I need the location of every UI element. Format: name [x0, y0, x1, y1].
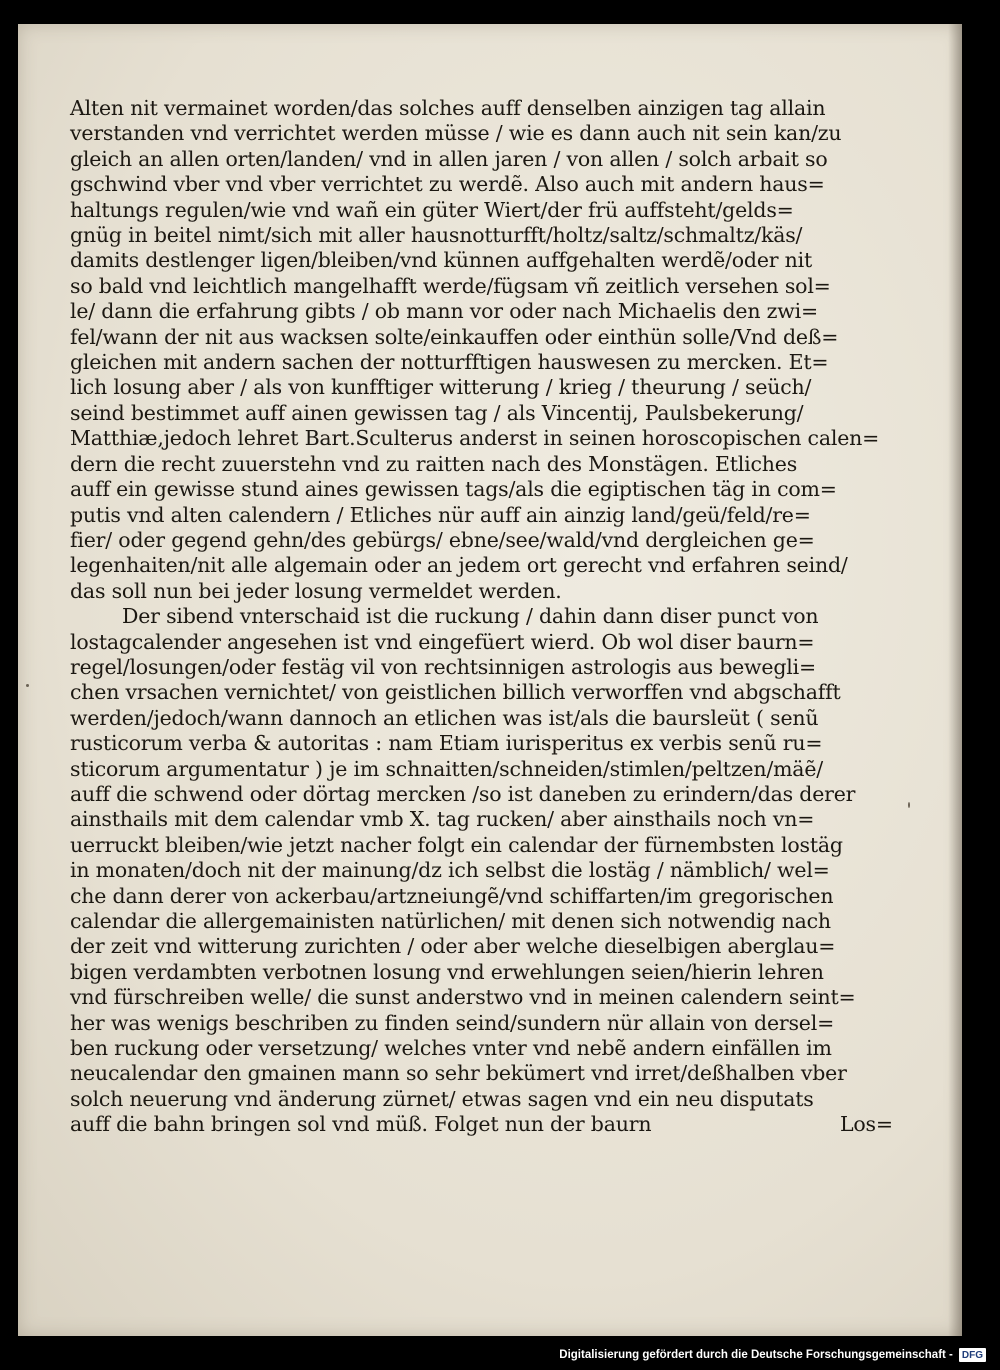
text-line: bigen verdambten verbotnen losung vnd erwehlungen seien/hierin lehren — [70, 959, 824, 984]
book-page — [18, 24, 962, 1336]
text-line: fier/ oder gegend gehn/des gebürgs/ ebne/see/wald/vnd dergleichen ge= — [70, 527, 815, 552]
text-line: so bald vnd leichtlich mangelhafft werde/fügsam vñ zeitlich versehen sol= — [70, 273, 831, 298]
text-line: her was wenigs beschriben zu finden seind/sundern nür allain von dersel= — [70, 1010, 835, 1035]
text-line: werden/jedoch/wann dannoch an etlichen was ist/als die baursleüt ( senũ — [70, 705, 819, 730]
text-line: Alten nit vermainet worden/das solches auff denselben ainzigen tag allain — [70, 96, 826, 120]
text-line: ben ruckung oder versetzung/ welches vnter vnd nebẽ andern einfällen im — [70, 1036, 832, 1061]
text-line: auff ein gewisse stund aines gewissen tags/als die egiptischen täg in com= — [70, 477, 837, 502]
dfg-logo: DFG — [959, 1348, 986, 1362]
text-line: gnüg in beitel nimt/sich mit aller hausnotturfft/holtz/saltz/schmaltz/käs/ — [70, 223, 803, 248]
paragraph-start-line: Der sibend vnterschaid ist die ruckung / dahin dann diser punct von — [122, 604, 819, 629]
text-line: fel/wann der nit aus wacksen solte/einkauffen oder einthün solle/Vnd deß= — [70, 324, 839, 349]
text-line: neucalendar den gmainen mann so sehr bekümert vnd irret/deßhalben vber — [70, 1061, 847, 1086]
text-line: verstanden vnd verrichtet werden müsse / wie es dann auch nit sein kan/zu — [70, 121, 842, 146]
catchword: Los= — [840, 1112, 893, 1137]
body-text — [70, 96, 940, 1138]
text-line: haltungs regulen/wie vnd wañ ein güter Wiert/der frü auffsteht/gelds= — [70, 197, 794, 222]
text-line: solch neuerung vnd änderung zürnet/ etwas sagen vnd ein neu disputats — [70, 1086, 814, 1111]
text-line: le/ dann die erfahrung gibts / ob mann vor oder nach Michaelis den zwi= — [70, 299, 818, 324]
text-line: lich losung aber / als von kunfftiger witterung / krieg / theurung / seüch/ — [70, 375, 812, 400]
text-line: che dann derer von ackerbau/artzneiungẽ/vnd schiffarten/im gregorischen — [70, 883, 834, 908]
text-line: seind bestimmet auff ainen gewissen tag / als Vincentij, Paulsbekerung/ — [70, 400, 804, 425]
text-line: calendar die allergemainisten natürlichen/ mit denen sich notwendig nach — [70, 909, 831, 933]
text-line: der zeit vnd witterung zurichten / oder aber welche dieselbigen aberglau= — [70, 934, 836, 959]
text-line: gleich an allen orten/landen/ vnd in allen jaren / von allen / solch arbait so — [70, 146, 828, 171]
text-line: damits destlenger ligen/bleiben/vnd künnen auffgehalten werdẽ/oder nit — [70, 248, 813, 273]
page-edge-shadow — [948, 24, 962, 1336]
text-line: rusticorum verba & autoritas : nam Etiam iurisperitus ex verbis senũ ru= — [70, 731, 823, 756]
text-line: putis vnd alten calendern / Etliches nür auff ain ainzig land/geü/feld/re= — [70, 502, 811, 527]
text-line: auff die schwend oder dörtag mercken /so ist daneben zu erindern/das derer — [70, 781, 856, 806]
last-line-text: auff die bahn bringen sol vnd müß. Folget nun der baurn — [70, 1112, 652, 1137]
text-line: vnd fürschreiben welle/ die sunst anderstwo vnd in meinen calendern seint= — [70, 985, 856, 1010]
text-line: regel/losungen/oder festäg vil von rechtsinnigen astrologis aus bewegli= — [70, 654, 816, 679]
text-line: Matthiæ,jedoch lehret Bart.Sculterus anderst in seinen horoscopischen calen= — [70, 426, 880, 451]
digitization-credit — [559, 1346, 986, 1364]
text-line: sticorum argumentatur ) je im schnaitten/schneiden/stimlen/peltzen/mäẽ/ — [70, 756, 823, 781]
text-line: lostagcalender angesehen ist vnd eingefüert wierd. Ob wol diser baurn= — [70, 629, 815, 654]
ink-speck — [26, 684, 29, 687]
text-line: uerruckt bleiben/wie jetzt nacher folgt ein calendar der fürnembsten lostäg — [70, 832, 843, 857]
text-line: gleichen mit andern sachen der notturfftigen hauswesen zu mercken. Et= — [70, 350, 829, 375]
text-line: das soll nun bei jeder losung vermeldet werden. — [70, 578, 562, 603]
text-line: gschwind vber vnd vber verrichtet zu werdẽ. Also auch mit andern haus= — [70, 172, 825, 197]
text-line: in monaten/doch nit der mainung/dz ich selbst die lostäg / nämblich/ wel= — [70, 858, 830, 883]
text-line: ainsthails mit dem calendar vmb X. tag rucken/ aber ainsthails noch vn= — [70, 807, 815, 832]
text-line: legenhaiten/nit alle algemain oder an jedem ort gerecht vnd erfahren seind/ — [70, 553, 848, 578]
last-text-line — [70, 1112, 940, 1137]
text-line: dern die recht zuuerstehn vnd zu raitten nach des Monstägen. Etliches — [70, 451, 798, 476]
text-line: chen vrsachen vernichtet/ von geistlichen billich verworffen vnd abgschafft — [70, 680, 841, 705]
credit-text: Digitalisierung gefördert durch die Deutsche Forschungsgemeinschaft - — [559, 1349, 953, 1361]
